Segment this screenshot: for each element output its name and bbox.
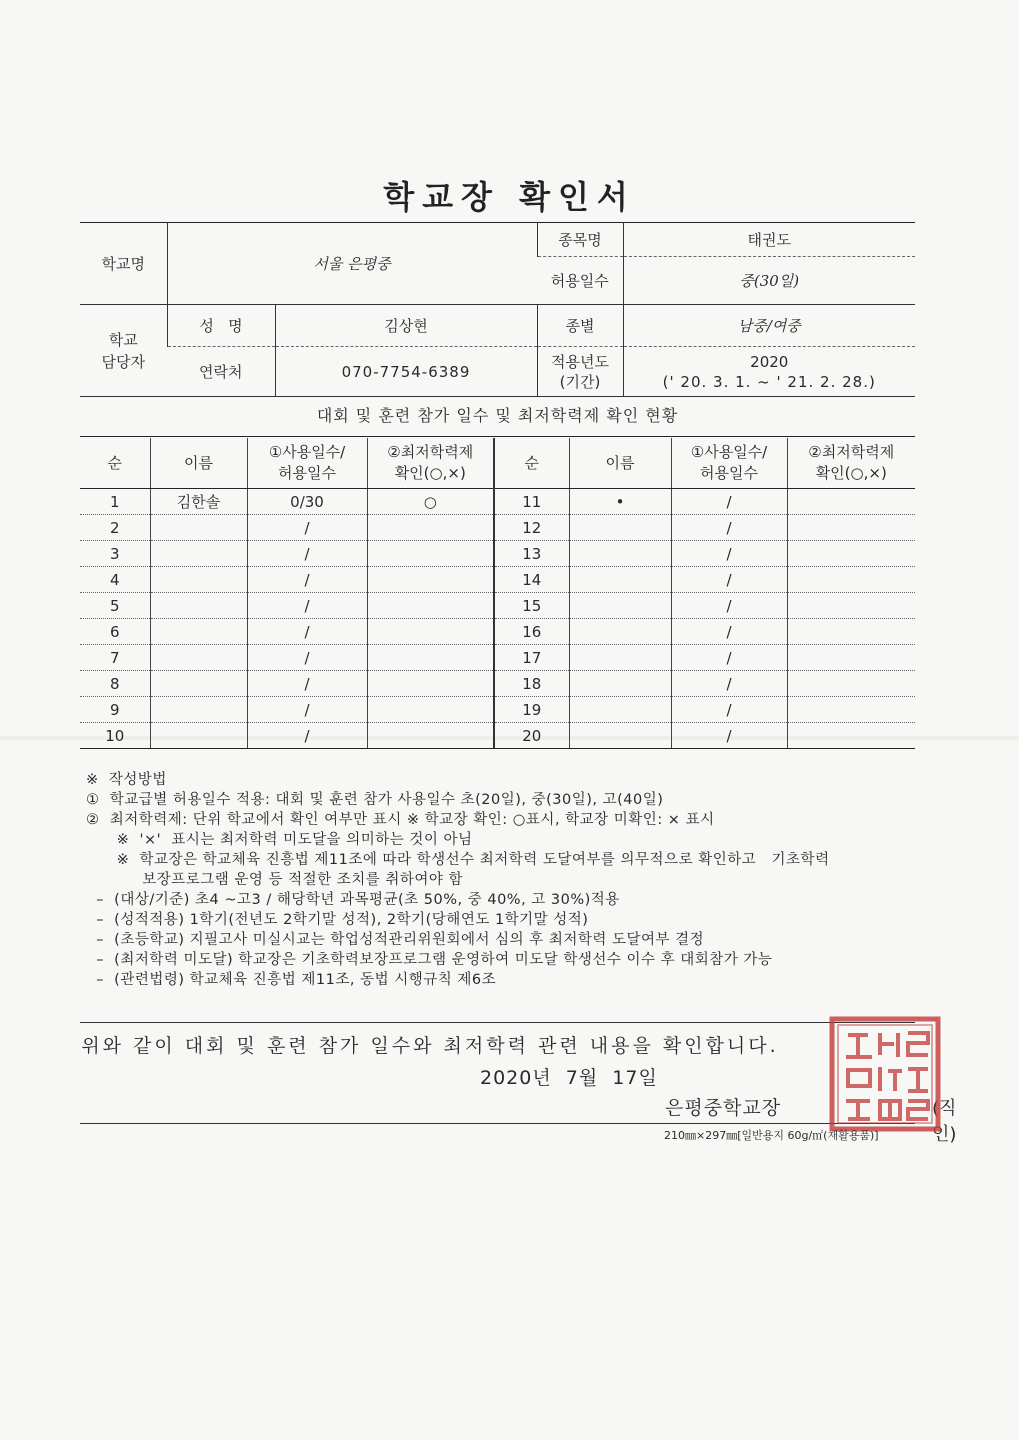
student-name: • [569,489,671,515]
official-seal-icon [828,1015,942,1133]
table-row [80,619,915,645]
row-number: 20 [494,723,569,749]
academic-check [787,489,915,515]
note-item: – (성적적용) 1학기(전년도 2학기말 성적), 2학기(당해연도 1학기말 성적) [86,912,589,928]
academic-check [787,567,915,593]
academic-check [367,645,494,671]
seal-mark: (직인) [932,1098,957,1145]
gender-label: 종별 [537,305,623,347]
row-number: 8 [80,671,150,697]
table-row [80,723,915,749]
academic-check [367,619,494,645]
header-no: 순 [80,438,150,489]
sport-value: 태권도 [623,223,915,257]
row-number: 9 [80,697,150,723]
table-row [80,645,915,671]
academic-check [787,593,915,619]
writing-guide [86,770,926,990]
student-name: 김한솔 [150,489,247,515]
table-row [80,593,915,619]
header-check: ②최저학력제 확인(○,×) [367,438,494,489]
student-name [150,671,247,697]
table-row [80,541,915,567]
days-used: / [671,489,787,515]
note-item: ② 최저학력제: 단위 학교에서 확인 여부만 표시 ※ 학교장 확인: ○표시, 학교장 미확인: × 표시 [86,812,715,828]
year-value: 2020 [750,352,789,371]
student-name [569,541,671,567]
academic-check [367,671,494,697]
days-used: / [247,541,367,567]
roster-body [80,489,915,749]
sport-label: 종목명 [537,223,623,257]
academic-check [367,541,494,567]
student-name [150,723,247,749]
row-number: 11 [494,489,569,515]
note-item: – (초등학교) 지필고사 미실시교는 학업성적관리위원회에서 심의 후 최저학력 도달여부 결정 [86,932,705,948]
days-used: / [671,541,787,567]
days-used: / [671,723,787,749]
academic-check: ○ [367,489,494,515]
row-number: 13 [494,541,569,567]
academic-check [367,515,494,541]
table-row [80,489,915,515]
days-used: / [671,619,787,645]
student-name [150,697,247,723]
row-number: 4 [80,567,150,593]
school-value: 서울 은평중 [167,223,537,305]
days-used: / [247,723,367,749]
paper-spec: 210㎜×297㎜[일반용지 60g/㎡(재활용품)] [664,1129,879,1142]
student-name [150,619,247,645]
school-label: 학교명 [80,223,167,305]
academic-check [787,645,915,671]
row-number: 1 [80,489,150,515]
header-days-2: ①사용일수/ 허용일수 [671,438,787,489]
row-number: 10 [80,723,150,749]
header-name-2: 이름 [569,438,671,489]
year-cell [623,347,915,397]
student-name [150,567,247,593]
note-item: – (최저학력 미도달) 학교장은 기초학력보장프로그램 운영하여 미도달 학생선수 이수 후 대회참가 가능 [86,952,773,968]
days-used: / [671,671,787,697]
student-name [569,619,671,645]
row-number: 6 [80,619,150,645]
row-number: 19 [494,697,569,723]
row-number: 2 [80,515,150,541]
info-table [80,222,915,397]
manager-label: 학교 담당자 [80,305,167,397]
name-value: 김상현 [275,305,537,347]
contact-label: 연락처 [167,347,275,397]
student-name [569,671,671,697]
header-days: ①사용일수/ 허용일수 [247,438,367,489]
note-item: ① 학교급별 허용일수 적용: 대회 및 훈련 참가 사용일수 초(20일), 중(30일), 고(40일) [86,792,664,808]
academic-check [787,541,915,567]
days-used: / [247,619,367,645]
days-used: / [247,567,367,593]
student-name [569,567,671,593]
academic-check [787,697,915,723]
academic-check [367,697,494,723]
notes-heading: ※ 작성방법 [86,772,167,788]
academic-check [367,567,494,593]
status-title: 대회 및 훈련 참가 일수 및 최저학력제 확인 현황 [80,396,915,437]
note-item: ※ 학교장은 학교체육 진흥법 제11조에 따라 학생선수 최저학력 도달여부를 의무적으로 확인하고 기초학력 [86,852,830,868]
table-row [80,515,915,541]
academic-check [367,723,494,749]
table-row [80,671,915,697]
academic-check [787,723,915,749]
student-name [150,593,247,619]
allowed-days-value: 중(30일) [623,257,915,305]
days-used: / [247,515,367,541]
student-name [569,645,671,671]
student-name [569,697,671,723]
academic-check [787,515,915,541]
academic-check [787,619,915,645]
days-used: / [247,671,367,697]
confirmation-statement: 위와 같이 대회 및 훈련 참가 일수와 최저학력 관련 내용을 확인합니다. [81,1035,779,1057]
days-used: / [247,593,367,619]
days-used: / [671,697,787,723]
student-name [150,645,247,671]
name-label: 성 명 [167,305,275,347]
allowed-days-label: 허용일수 [537,257,623,305]
days-used: / [671,567,787,593]
table-row [80,567,915,593]
student-name [569,593,671,619]
document-title: 학교장 확인서 [383,178,636,216]
student-name [150,541,247,567]
table-row [80,697,915,723]
year-label: 적용년도 (기간) [537,347,623,397]
days-used: 0/30 [247,489,367,515]
days-used: / [671,593,787,619]
days-used: / [247,645,367,671]
days-used: / [671,515,787,541]
note-item: 보장프로그램 운영 등 적절한 조치를 취하여야 함 [86,872,463,888]
header-no-2: 순 [494,438,569,489]
row-number: 17 [494,645,569,671]
row-number: 18 [494,671,569,697]
gender-value: 남중/여중 [623,305,915,347]
student-name [150,515,247,541]
row-number: 12 [494,515,569,541]
academic-check [367,593,494,619]
header-name: 이름 [150,438,247,489]
contact-value: 070-7754-6389 [275,347,537,397]
academic-check [787,671,915,697]
row-number: 7 [80,645,150,671]
row-number: 16 [494,619,569,645]
row-number: 3 [80,541,150,567]
confirmation-date: 2020년 7월 17일 [480,1067,658,1089]
note-item: – (대상/기준) 초4 ~고3 / 해당학년 과목평균(초 50%, 중 40%, 고 30%)적용 [86,892,620,908]
row-number: 15 [494,593,569,619]
row-number: 5 [80,593,150,619]
days-used: / [671,645,787,671]
student-name [569,515,671,541]
header-check-2: ②최저학력제 확인(○,×) [787,438,915,489]
period-value: (' 20. 3. 1. ~ ' 21. 2. 28.) [662,372,876,391]
note-item: – (관련법령) 학교체육 진흥법 제11조, 동법 시행규칙 제6조 [86,972,497,988]
days-used: / [247,697,367,723]
roster-table [80,438,915,749]
row-number: 14 [494,567,569,593]
student-name [569,723,671,749]
principal-name: 은평중학교장 [665,1097,782,1119]
note-item: ※ '×' 표시는 최저학력 미도달을 의미하는 것이 아님 [86,832,473,848]
